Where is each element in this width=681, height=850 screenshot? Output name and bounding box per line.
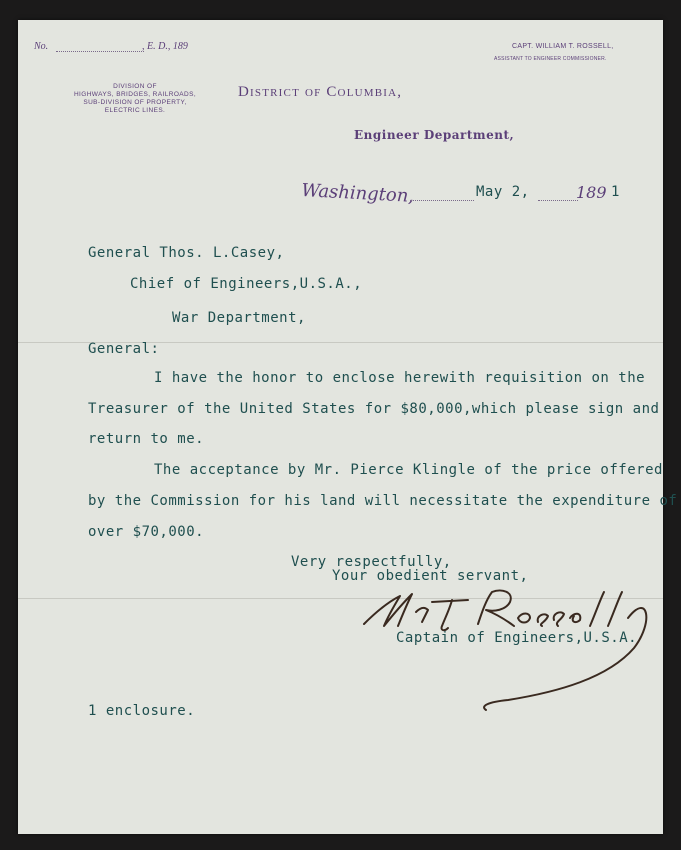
- officer-role: ASSISTANT TO ENGINEER COMMISSIONER.: [494, 56, 607, 62]
- department-name: Engineer Department,: [354, 128, 515, 142]
- salutation: General:: [88, 341, 160, 357]
- dateline-place: Washington,: [300, 180, 415, 207]
- signer-title: Captain of Engineers,U.S.A.: [396, 630, 638, 646]
- division-block: [70, 83, 200, 115]
- body-line: Treasurer of the United States for $80,000,which please sign and: [88, 401, 660, 417]
- dateline-blank: [538, 200, 578, 201]
- division-line: HIGHWAYS, BRIDGES, RAILROADS,: [73, 91, 197, 98]
- letter-sheet: [18, 20, 678, 834]
- letterhead-title: District of Columbia,: [238, 84, 403, 100]
- body-line: by the Commission for his land will necessitate the expenditure of: [88, 493, 678, 509]
- dateline-year-suffix: 1: [611, 184, 620, 200]
- dateline-blank: [410, 200, 474, 201]
- dateline-date: May 2,: [476, 184, 530, 200]
- enclosure-note: 1 enclosure.: [88, 703, 196, 719]
- body-line: The acceptance by Mr. Pierce Klingle of the price offered: [154, 462, 663, 478]
- number-blank: [56, 51, 144, 52]
- division-line: SUB-DIVISION OF PROPERTY,: [83, 99, 187, 106]
- ed-label: , E. D., 189: [142, 41, 188, 52]
- officer-name: CAPT. WILLIAM T. ROSSELL,: [512, 43, 614, 50]
- body-line: over $70,000.: [88, 524, 205, 540]
- dateline-year-prefix: 189: [576, 183, 607, 202]
- closing-line: Very respectfully,: [291, 554, 452, 570]
- closing-line: Your obedient servant,: [332, 568, 529, 584]
- division-line: DIVISION OF: [113, 83, 157, 90]
- address-line: General Thos. L.Casey,: [88, 245, 285, 261]
- number-label: No.: [34, 41, 49, 52]
- division-line: ELECTRIC LINES.: [104, 107, 166, 114]
- body-line: return to me.: [88, 431, 205, 447]
- address-line: Chief of Engineers,U.S.A.,: [130, 276, 363, 292]
- body-line: I have the honor to enclose herewith requisition on the: [154, 370, 646, 386]
- handwritten-signature: [358, 582, 658, 712]
- address-line: War Department,: [172, 310, 306, 326]
